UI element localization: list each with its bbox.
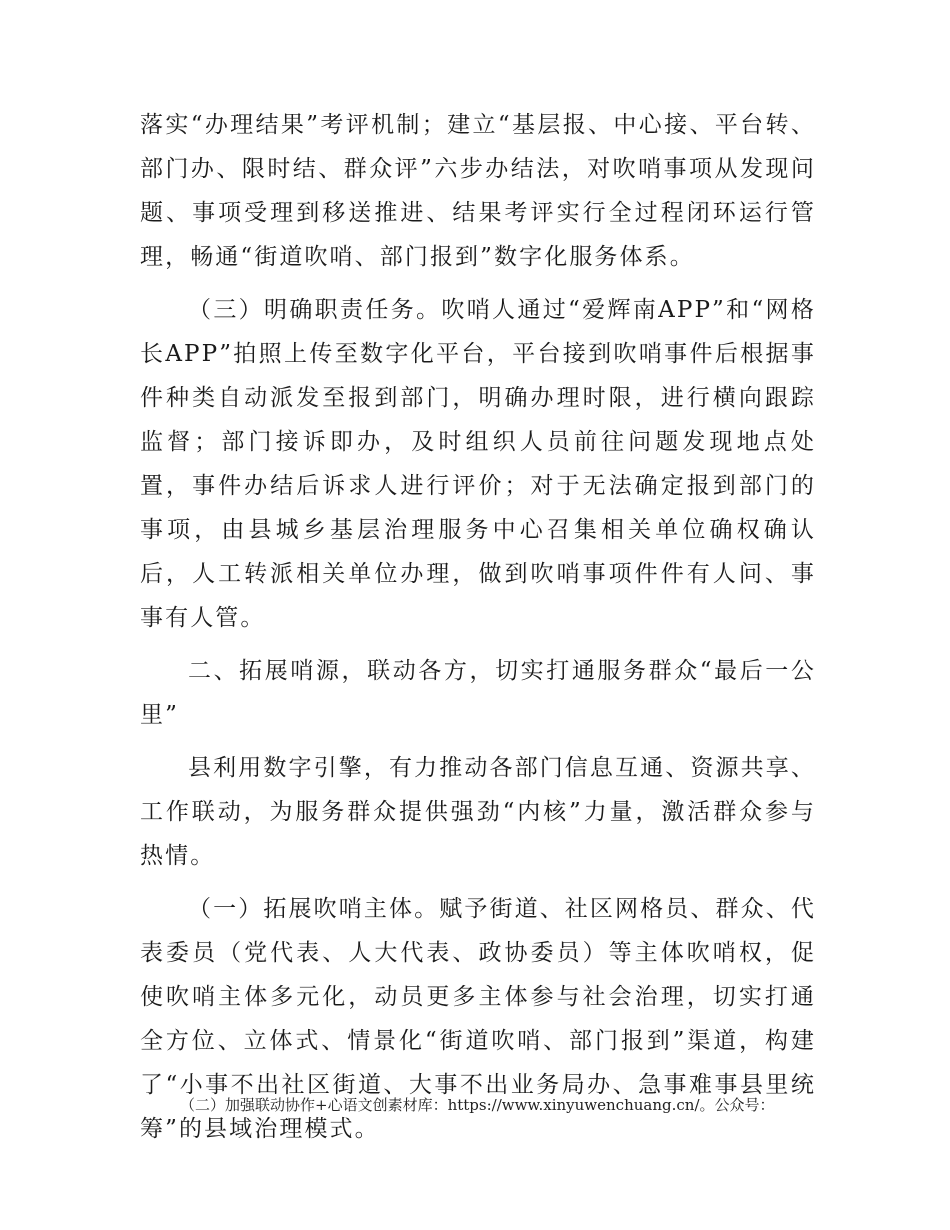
paragraph-subsection-one: （一）拓展吹哨主体。赋予街道、社区网格员、群众、代表委员（党代表、人大代表、政协委员）等主体吹哨权，促使吹哨主体多元化，动员更多主体参与社会治理，切实打通全方位、立体式、情景化“街道吹哨、部门报到”渠道，构建了“小事不出社区街道、大事不出业务局办、急事难事县里统筹”的县域治理模式。 [140,896,816,1142]
paragraph-continuation: 落实“办理结果”考评机制；建立“基层报、中心接、平台转、部门办、限时结、群众评”六步办结法，对吹哨事项从发现问题、事项受理到移送推进、结果考评实行全过程闭环运行管理，畅通“街道吹哨、部门报到”数字化服务体系。 [140,112,816,270]
document-body [140,103,816,1160]
section-heading-two: 二、拓展哨源，联动各方，切实打通服务群众“最后一公里” [140,658,816,728]
footer-note: （二）加强联动协作+心语文创素材库：https://www.xinyuwenchuang.cn/。公众号： [180,1096,775,1114]
paragraph-intro: 县利用数字引擎，有力推动各部门信息互通、资源共享、工作联动，为服务群众提供强劲“内核”力量，激活群众参与热情。 [140,755,816,869]
paragraph-section-three: （三）明确职责任务。吹哨人通过“爱辉南APP”和“网格长APP”拍照上传至数字化平台，平台接到吹哨事件后根据事件种类自动派发至报到部门，明确办理时限，进行横向跟踪监督；部门接诉即办，及时组织人员前往问题发现地点处置，事件办结后诉求人进行评价；对于无法确定报到部门的事项，由县城乡基层治理服务中心召集相关单位确权确认后，人工转派相关单位办理，做到吹哨事项件件有人问、事事有人管。 [140,297,816,631]
